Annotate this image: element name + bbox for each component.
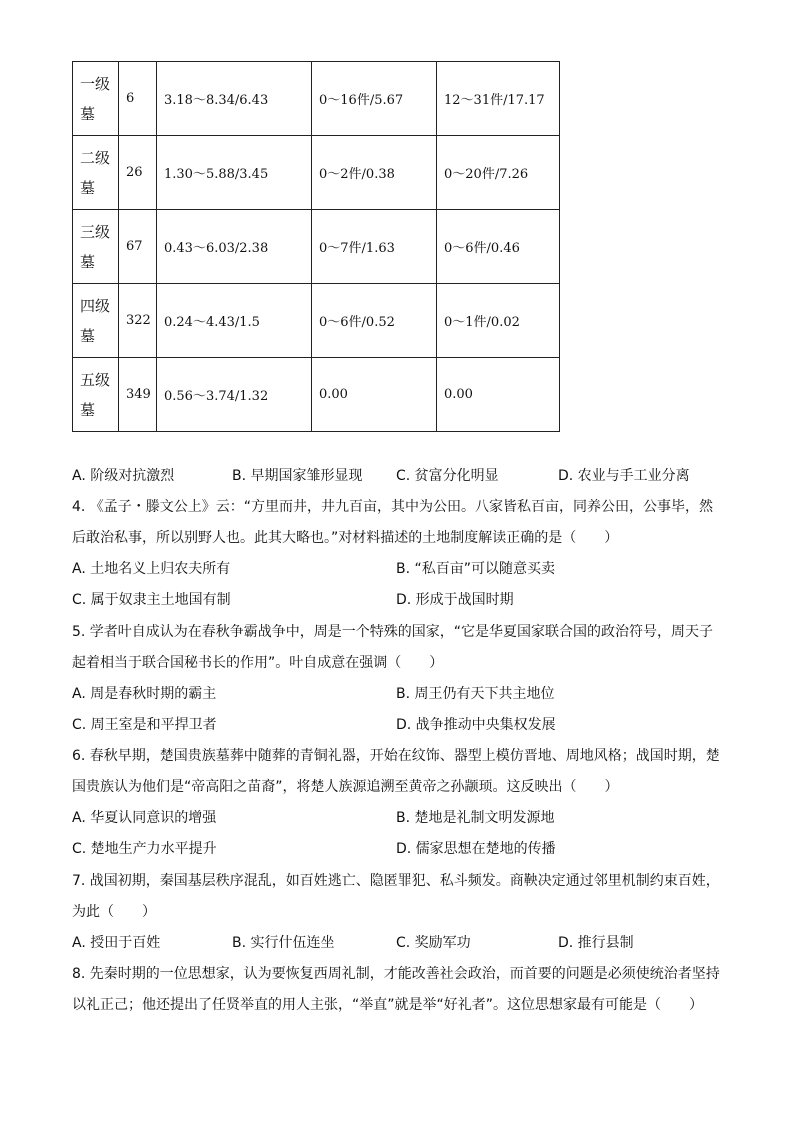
tomb-area: 0.43～6.03/2.38 [157, 210, 312, 284]
q6-option-d[interactable]: D. 儒家思想在楚地的传播 [396, 841, 556, 857]
q6-option-b[interactable]: B. 楚地是礼制文明发源地 [396, 810, 555, 826]
q4-option-d[interactable]: D. 形成于战国时期 [396, 592, 514, 608]
q4-stem: 4. 《孟子・滕文公上》云：“方里而井，井九百亩，其中为公田。八家皆私百亩，同养公田，公事毕，然后敢治私事，所以别野人也。此其大略也。”对材料描述的土地制度解读正确的是（ ） [72, 499, 714, 546]
bronze-items: 0～7件/1.63 [312, 210, 437, 284]
table-row [73, 62, 560, 136]
q8-stem: 8. 先秦时期的一位思想家，认为要恢复西周礼制，才能改善社会政治，而首要的问题是必须使统治者坚持以礼正己；他还提出了任贤举直的用人主张，“举直”就是举“好礼者”。这位思想家最有可能是（ ） [72, 966, 720, 1013]
q7-option-c[interactable]: C. 奖励军功 [396, 935, 471, 951]
tomb-level: 四级墓 [73, 284, 119, 358]
q4-option-a[interactable]: A. 土地名义上归农夫所有 [72, 561, 231, 577]
bronze-items: 0～2件/0.38 [312, 136, 437, 210]
table-row [73, 210, 560, 284]
q7-option-b[interactable]: B. 实行什伍连坐 [232, 935, 335, 951]
bronze-items: 0.00 [312, 358, 437, 432]
jade-items: 0～1件/0.02 [437, 284, 560, 358]
q3-options [72, 461, 722, 492]
tomb-count: 6 [119, 62, 157, 136]
q6-options-row2 [72, 834, 722, 865]
q4-option-b[interactable]: B. “私百亩”可以随意买卖 [396, 561, 556, 577]
q5-options-row2 [72, 710, 722, 741]
tomb-area: 0.56～3.74/1.32 [157, 358, 312, 432]
tomb-level: 三级墓 [73, 210, 119, 284]
table-row [73, 136, 560, 210]
q7-option-a[interactable]: A. 授田于百姓 [72, 935, 161, 951]
q6-stem: 6. 春秋早期，楚国贵族墓葬中随葬的青铜礼器，开始在纹饰、器型上模仿晋地、周地风格；战国时期，楚国贵族认为他们是“帝高阳之苗裔”，将楚人族源追溯至黄帝之孙颛顼。这反映出（ ） [72, 748, 720, 795]
bronze-items: 0～16件/5.67 [312, 62, 437, 136]
tomb-level: 一级墓 [73, 62, 119, 136]
q5-stem: 5. 学者叶自成认为在春秋争霸战争中，周是一个特殊的国家，“它是华夏国家联合国的政治符号，周天子起着相当于联合国秘书长的作用”。叶自成意在强调（ ） [72, 624, 714, 671]
q6-option-c[interactable]: C. 楚地生产力水平提升 [72, 841, 217, 857]
q7-options [72, 928, 722, 959]
bronze-items: 0～6件/0.52 [312, 284, 437, 358]
table-row [73, 358, 560, 432]
q5-option-a[interactable]: A. 周是春秋时期的霸主 [72, 686, 217, 702]
tomb-level: 二级墓 [73, 136, 119, 210]
grave-table [72, 61, 560, 432]
q3-option-c[interactable]: C. 贫富分化明显 [396, 468, 499, 484]
q5-option-b[interactable]: B. 周王仍有天下共主地位 [396, 686, 555, 702]
tomb-count: 322 [119, 284, 157, 358]
q4-option-c[interactable]: C. 属于奴隶主土地国有制 [72, 592, 231, 608]
jade-items: 0～20件/7.26 [437, 136, 560, 210]
jade-items: 0.00 [437, 358, 560, 432]
jade-items: 12～31件/17.17 [437, 62, 560, 136]
table-row [73, 284, 560, 358]
q4-options-row2 [72, 585, 722, 616]
q6-options-row1 [72, 803, 722, 834]
q5-option-d[interactable]: D. 战争推动中央集权发展 [396, 717, 556, 733]
q3-option-a[interactable]: A. 阶级对抗激烈 [72, 468, 175, 484]
q5-options-row1 [72, 679, 722, 710]
tomb-count: 349 [119, 358, 157, 432]
tomb-area: 1.30～5.88/3.45 [157, 136, 312, 210]
jade-items: 0～6件/0.46 [437, 210, 560, 284]
tomb-area: 3.18～8.34/6.43 [157, 62, 312, 136]
q5-option-c[interactable]: C. 周王室是和平捍卫者 [72, 717, 217, 733]
q3-option-d[interactable]: D. 农业与手工业分离 [558, 468, 690, 484]
q7-option-d[interactable]: D. 推行县制 [558, 935, 634, 951]
q6-option-a[interactable]: A. 华夏认同意识的增强 [72, 810, 217, 826]
q7-stem: 7. 战国初期，秦国基层秩序混乱，如百姓逃亡、隐匿罪犯、私斗频发。商鞅决定通过邻里机制约束百姓，为此（ ） [72, 873, 720, 920]
tomb-level: 五级墓 [73, 358, 119, 432]
tomb-area: 0.24～4.43/1.5 [157, 284, 312, 358]
tomb-count: 67 [119, 210, 157, 284]
q3-option-b[interactable]: B. 早期国家雏形显现 [232, 468, 363, 484]
q4-options-row1 [72, 554, 722, 585]
tomb-count: 26 [119, 136, 157, 210]
